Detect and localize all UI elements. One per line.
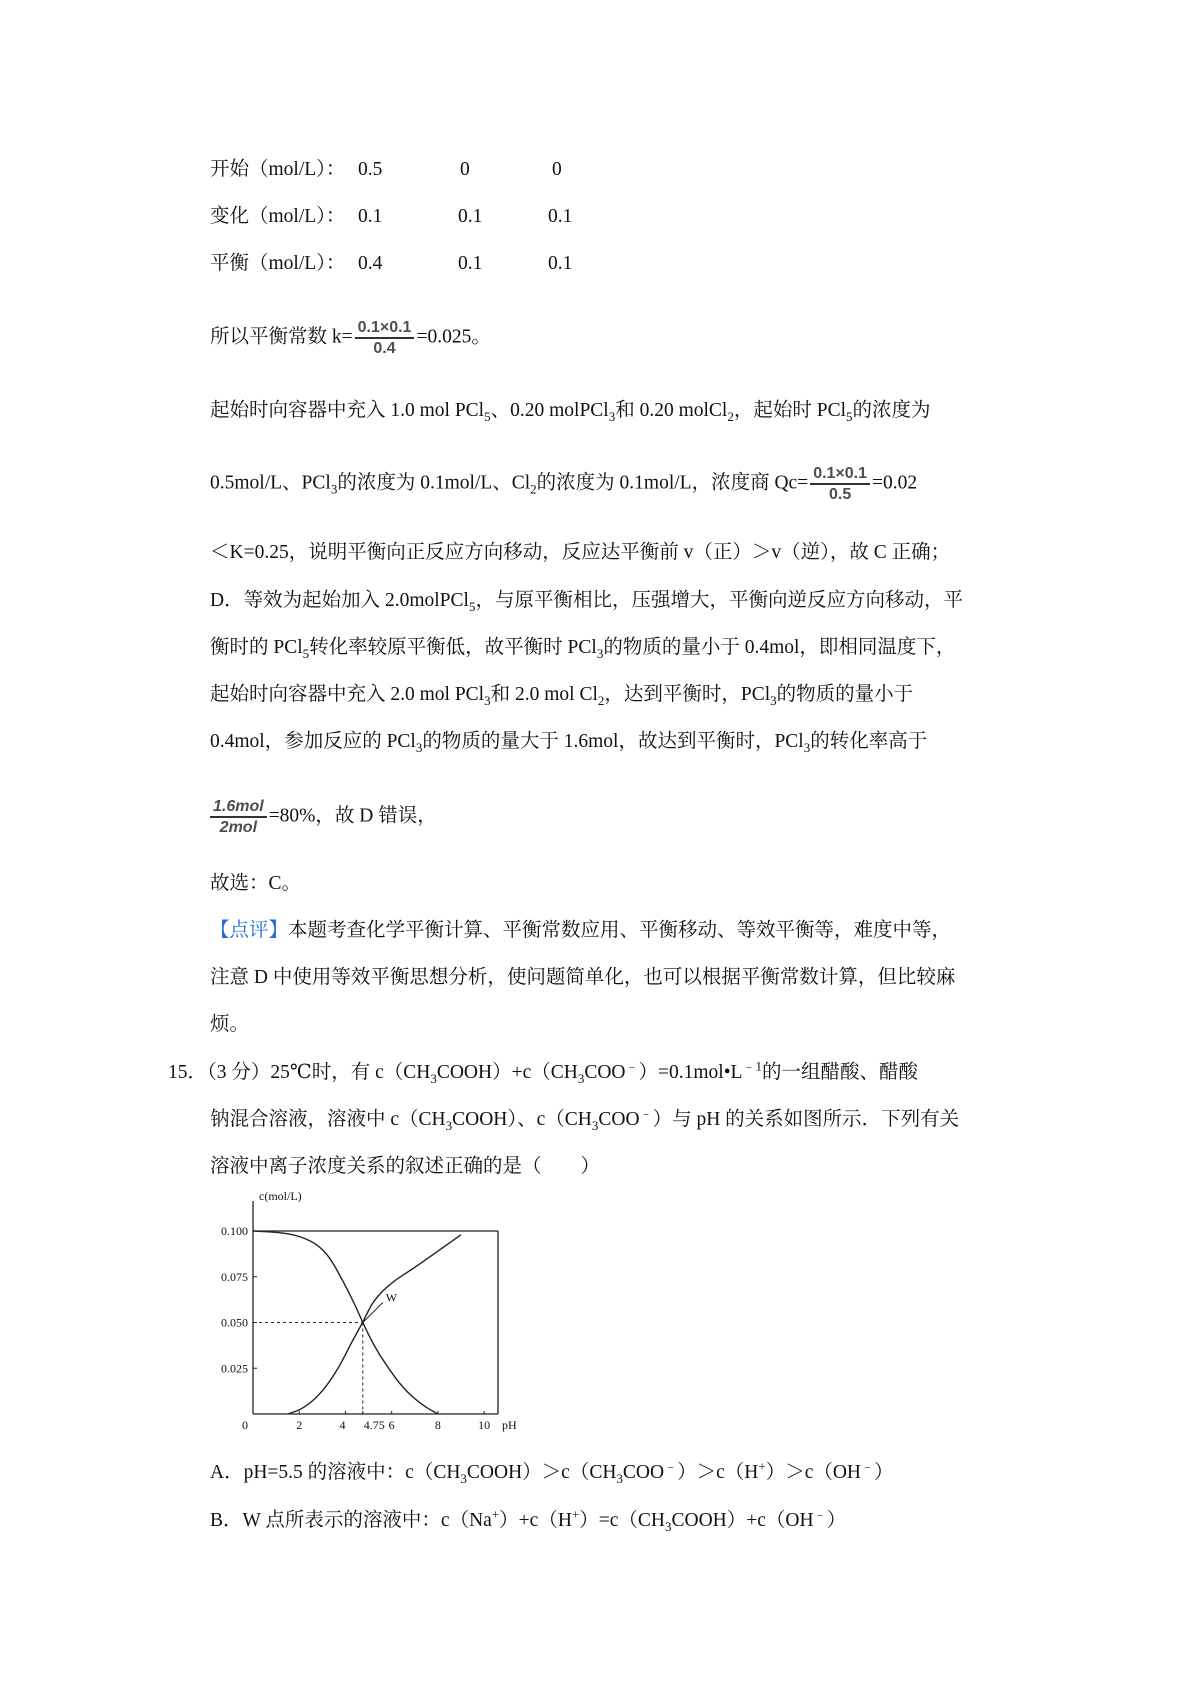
row-equilibrium-label: 平衡（mol/L）： [210, 253, 346, 274]
row-start-label: 开始（mol/L）： [210, 159, 346, 180]
x-tick-label: 2 [296, 1418, 303, 1432]
y-axis-label: c(mol/L) [259, 1189, 302, 1203]
row-start-value: 0.5 [358, 159, 383, 180]
question-15-line: 溶液中离子浓度关系的叙述正确的是（ ） [210, 1156, 601, 1177]
row-start-value: 0 [552, 159, 562, 180]
w-point-label: W [385, 1290, 398, 1305]
y-tick-label: 0.050 [221, 1315, 248, 1330]
qc-fraction: $\frac{0.1\times 0.1}{0.5}$ [810, 464, 870, 504]
k-denominator: 0.4 [373, 340, 396, 357]
w-leader-line [363, 1303, 383, 1323]
x-tick-label: 8 [434, 1418, 441, 1432]
conversion-fraction: $\frac{\text{1.6mol}}{\text{2mol}}$ [210, 797, 267, 837]
y-tick-label: 0.100 [221, 1224, 248, 1238]
comment-line: 【点评】本题考查化学平衡计算、平衡常数应用、平衡移动、等效平衡等，难度中等， [210, 920, 952, 941]
x-tick-label: 6 [388, 1418, 395, 1432]
comment-line: 烦。 [210, 1014, 250, 1035]
row-change-value: 0.1 [458, 206, 483, 227]
qc-formula-line: 0.5mol/L、PCl$_3$的浓度为 0.1mol/L、$Cl_2$的浓度为 0.1mol/L，浓度商 Qc= $\frac{0.1\times 0.1}{0.5}$ =0.02 [210, 465, 918, 503]
comment-line: 注意 D 中使用等效平衡思想分析，使问题简单化，也可以根据平衡常数计算，但比较麻 [210, 967, 956, 988]
row-change-value: 0.1 [548, 206, 573, 227]
concentration-ph-chart [196, 1186, 536, 1436]
k-formula-line [210, 318, 491, 358]
x-tick-label: 4 [339, 1418, 346, 1432]
question-15-line: 15．（3 分）25℃时，有 $c(CH_3COOH)+c(CH_3COO^﹣)=0.1mol•L^{﹣1}$的一组醋酸、醋酸 [168, 1058, 918, 1086]
x-axis-label: pH [502, 1418, 517, 1432]
option-b: B．W 点所表示的溶液中：$c(Na^+)+c(H^+)=c(CH_3COOH)+c(OH^﹣)$ [210, 1506, 847, 1534]
paragraph-line: 0.4mol，参加反应的 PCl$_3$的物质的量大于 1.6mol，故达到平衡时，PCl$_3$的转化率高于 [210, 731, 928, 755]
question-15-line: 钠混合溶液，溶液中 $c(CH_3COOH)$、$c(CH_3COO^﹣)$与 pH 的关系如图所示．下列有关 [210, 1105, 960, 1133]
y-tick-label: 0.075 [221, 1269, 248, 1284]
row-equilibrium-value: 0.1 [458, 253, 483, 274]
paragraph-line: ＜K=0.25，说明平衡向正反应方向移动，反应达平衡前 v（正）＞v（逆），故 C 正确； [210, 542, 951, 563]
paragraph-line: 衡时的 PCl$_5$转化率较原平衡低，故平衡时 PCl$_3$的物质的量小于 0.4mol，即相同温度下， [210, 637, 956, 661]
x-tick-label: 0 [242, 1418, 248, 1432]
k-suffix: =0.025。 [416, 326, 491, 348]
answer-line: 故选：C。 [210, 873, 302, 894]
row-change-label: 变化（mol/L）： [210, 206, 346, 227]
row-start-value: 0 [460, 159, 470, 180]
option-a: A．pH=5.5 的溶液中：$c(CH_3COOH)>c(CH_3COO^﹣)>c(H^+)>c(OH^﹣)$ [210, 1458, 894, 1486]
row-equilibrium-value: 0.4 [358, 253, 383, 274]
k-numerator: 0.1×0.1 [357, 319, 412, 336]
row-equilibrium-value: 0.1 [548, 253, 573, 274]
conversion-fraction-line: $\frac{\text{1.6mol}}{\text{2mol}}$ =80%，故 D 错误， [210, 797, 437, 837]
k-prefix: 所以平衡常数 k= [210, 326, 353, 348]
paragraph-line: 起始时向容器中充入 2.0 mol PCl$_3$和 2.0 mol $Cl_2$，达到平衡时，PCl$_3$的物质的量小于 [210, 684, 914, 708]
y-tick-label: 0.025 [221, 1361, 248, 1376]
paragraph-line: D．等效为起始加入 2.0molPCl$_5$，与原平衡相比，压强增大，平衡向逆反应方向移动，平 [210, 590, 963, 614]
series-curve-2 [288, 1235, 461, 1414]
k-fraction [355, 318, 415, 358]
x-tick-label: 4.75 [363, 1418, 385, 1432]
row-change-value: 0.1 [358, 206, 383, 227]
comment-tag: 【点评】 [210, 920, 289, 941]
x-tick-label: 10 [478, 1418, 491, 1432]
paragraph-line: 起始时向容器中充入 1.0 mol PCl$_5$、0.20 molPCl$_3$和 0.20 molCl$_2$，起始时 PCl$_5$的浓度为 [210, 400, 931, 424]
